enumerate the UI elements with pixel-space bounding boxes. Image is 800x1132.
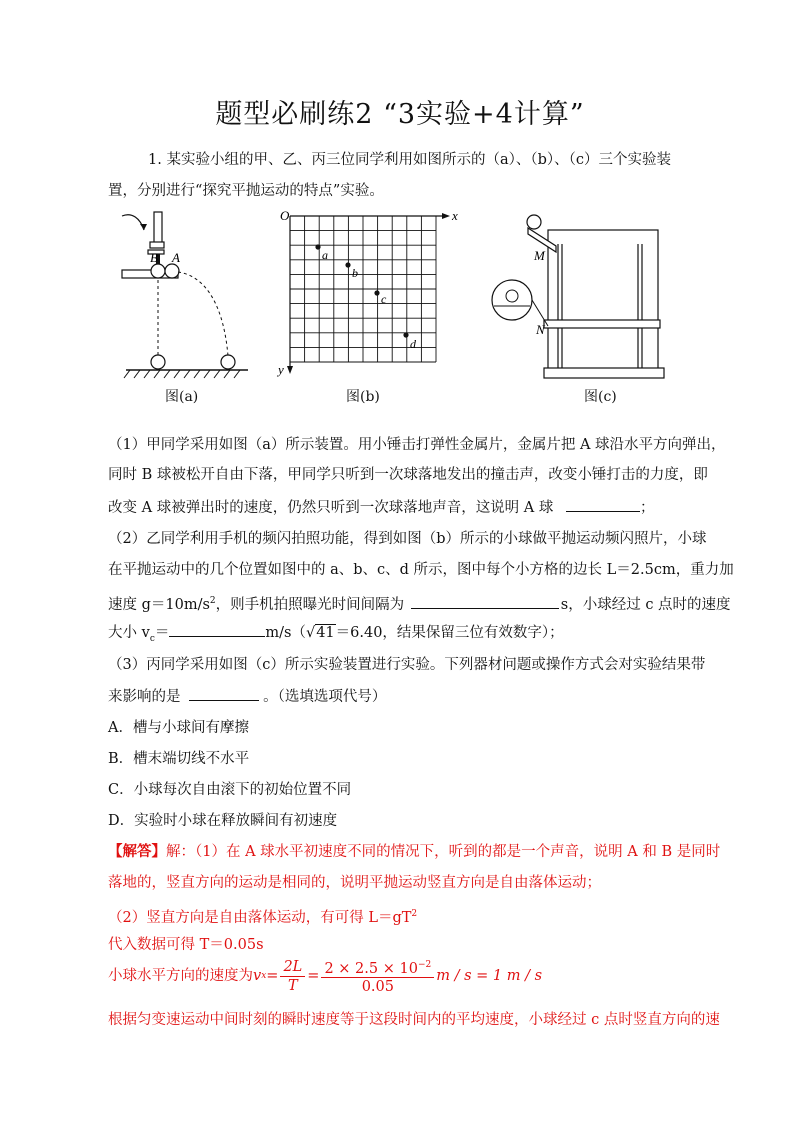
label-n: N [536, 322, 545, 337]
point-a [315, 244, 320, 249]
q1-intro-line2: 置，分别进行“探究平抛运动的特点”实验。 [108, 183, 384, 199]
part2-line1: （2）乙同学利用手机的频闪拍照功能，得到如图（b）所示的小球做平抛运动频闪照片，小球 [108, 531, 707, 547]
arrow-head-icon [140, 224, 147, 230]
answer-line3: （2）竖直方向是自由落体运动，有可得 $L=gT^2$ [108, 909, 418, 926]
q1-intro-line1: 1. 某实验小组的甲、乙、丙三位同学利用如图所示的（a）、（b）、（c）三个实验装 [148, 152, 671, 168]
answer-line2: 落地的，竖直方向的运动是相同的，说明平抛运动竖直方向是自由落体运动； [108, 875, 601, 891]
part1-line2: 同时 B 球被松开自由下落，甲同学只听到一次球落地发出的撞击声，改变小锤打击的力度，即 [108, 467, 708, 483]
point-d-label: d [410, 337, 416, 351]
answer-tag: 【解答】 [108, 843, 166, 860]
part2-line4: 大小 $v_c= m/s(√41=6.40$，结果保留三位有效数字）； [108, 622, 564, 649]
part2-line2: 在平抛运动中的几个位置如图中的 a、b、c、d 所示，图中每个小方格的边长 L＝2.5cm，重力加 [108, 562, 734, 578]
point-d [403, 332, 408, 337]
answer-line1: 【解答】解：（1）在 A 球水平初速度不同的情况下，听到的都是一个声音，说明 A 和 B 是同时 [108, 843, 721, 860]
answer-formula: 小球水平方向的速度为 v x = $\frac{2L}{T}$ = $\frac{2 \times 2.5 \times 10^{-2}}{0.05}$ m / s = 1 m / s [108, 956, 542, 996]
point-c-label: c [381, 292, 387, 306]
answer-blank-2[interactable] [411, 594, 559, 609]
answer-blank-1[interactable] [566, 497, 640, 512]
label-b: B [150, 250, 158, 265]
x-axis-arrow-icon [442, 213, 450, 219]
caption-b: 图(b) [346, 389, 380, 405]
ball-b [151, 264, 165, 278]
caption-c: 图(c) [584, 389, 617, 405]
hammer [154, 212, 162, 246]
label-x: x [452, 208, 458, 223]
base [544, 368, 664, 378]
hammer-arrow [122, 215, 144, 230]
part3-line2: 来影响的是 。（选填选项代号） [108, 686, 386, 707]
option-a: A．槽与小球间有摩擦 [108, 720, 249, 736]
part1-line1: （1）甲同学采用如图（a）所示装置。用小锤击打弹性金属片，金属片把 A 球沿水平方向弹出， [108, 437, 726, 453]
option-d: D．实验时小球在释放瞬间有初速度 [108, 813, 338, 829]
page-title: 题型必刷练2 “3实验+4计算” [215, 99, 585, 130]
point-b [345, 262, 350, 267]
answer-line4: 代入数据可得 T＝0.05s [108, 937, 264, 953]
trajectory-a [178, 272, 228, 356]
label-o: O [280, 208, 290, 223]
y-axis-arrow-icon [287, 366, 293, 374]
part2-line3: 速度 $g=10m/s^2$，则手机拍照曝光时间间隔为 s，小球经过 c 点时的速度 [108, 591, 731, 615]
label-a: A [172, 250, 180, 265]
point-a-label: a [322, 248, 328, 262]
point-c [374, 290, 379, 295]
answer-line6: 根据匀变速运动中间时刻的瞬时速度等于这段时间内的平均速度，小球经过 c 点时竖直方向的速 [108, 1012, 720, 1028]
option-b: B．槽末端切线不水平 [108, 751, 250, 767]
bar-n [544, 320, 660, 328]
figure-b [276, 208, 466, 380]
label-y: y [278, 362, 284, 377]
answer-blank-4[interactable] [189, 686, 259, 701]
part1-line3: 改变 A 球被弹出时的速度，仍然只听到一次球落地声音，这说明 A 球 ； [108, 497, 655, 518]
figure-a [112, 208, 248, 380]
point-b-label: b [352, 266, 358, 280]
label-m: M [534, 248, 545, 263]
ball-a [165, 264, 179, 278]
part3-line1: （3）丙同学采用如图（c）所示实验装置进行实验。下列器材问题或操作方式会对实验结果带 [108, 657, 706, 673]
option-c: C．小球每次自由滚下的初始位置不同 [108, 782, 352, 798]
answer-blank-3[interactable] [169, 622, 265, 637]
figure-c [488, 208, 672, 384]
caption-a: 图(a) [165, 389, 199, 405]
